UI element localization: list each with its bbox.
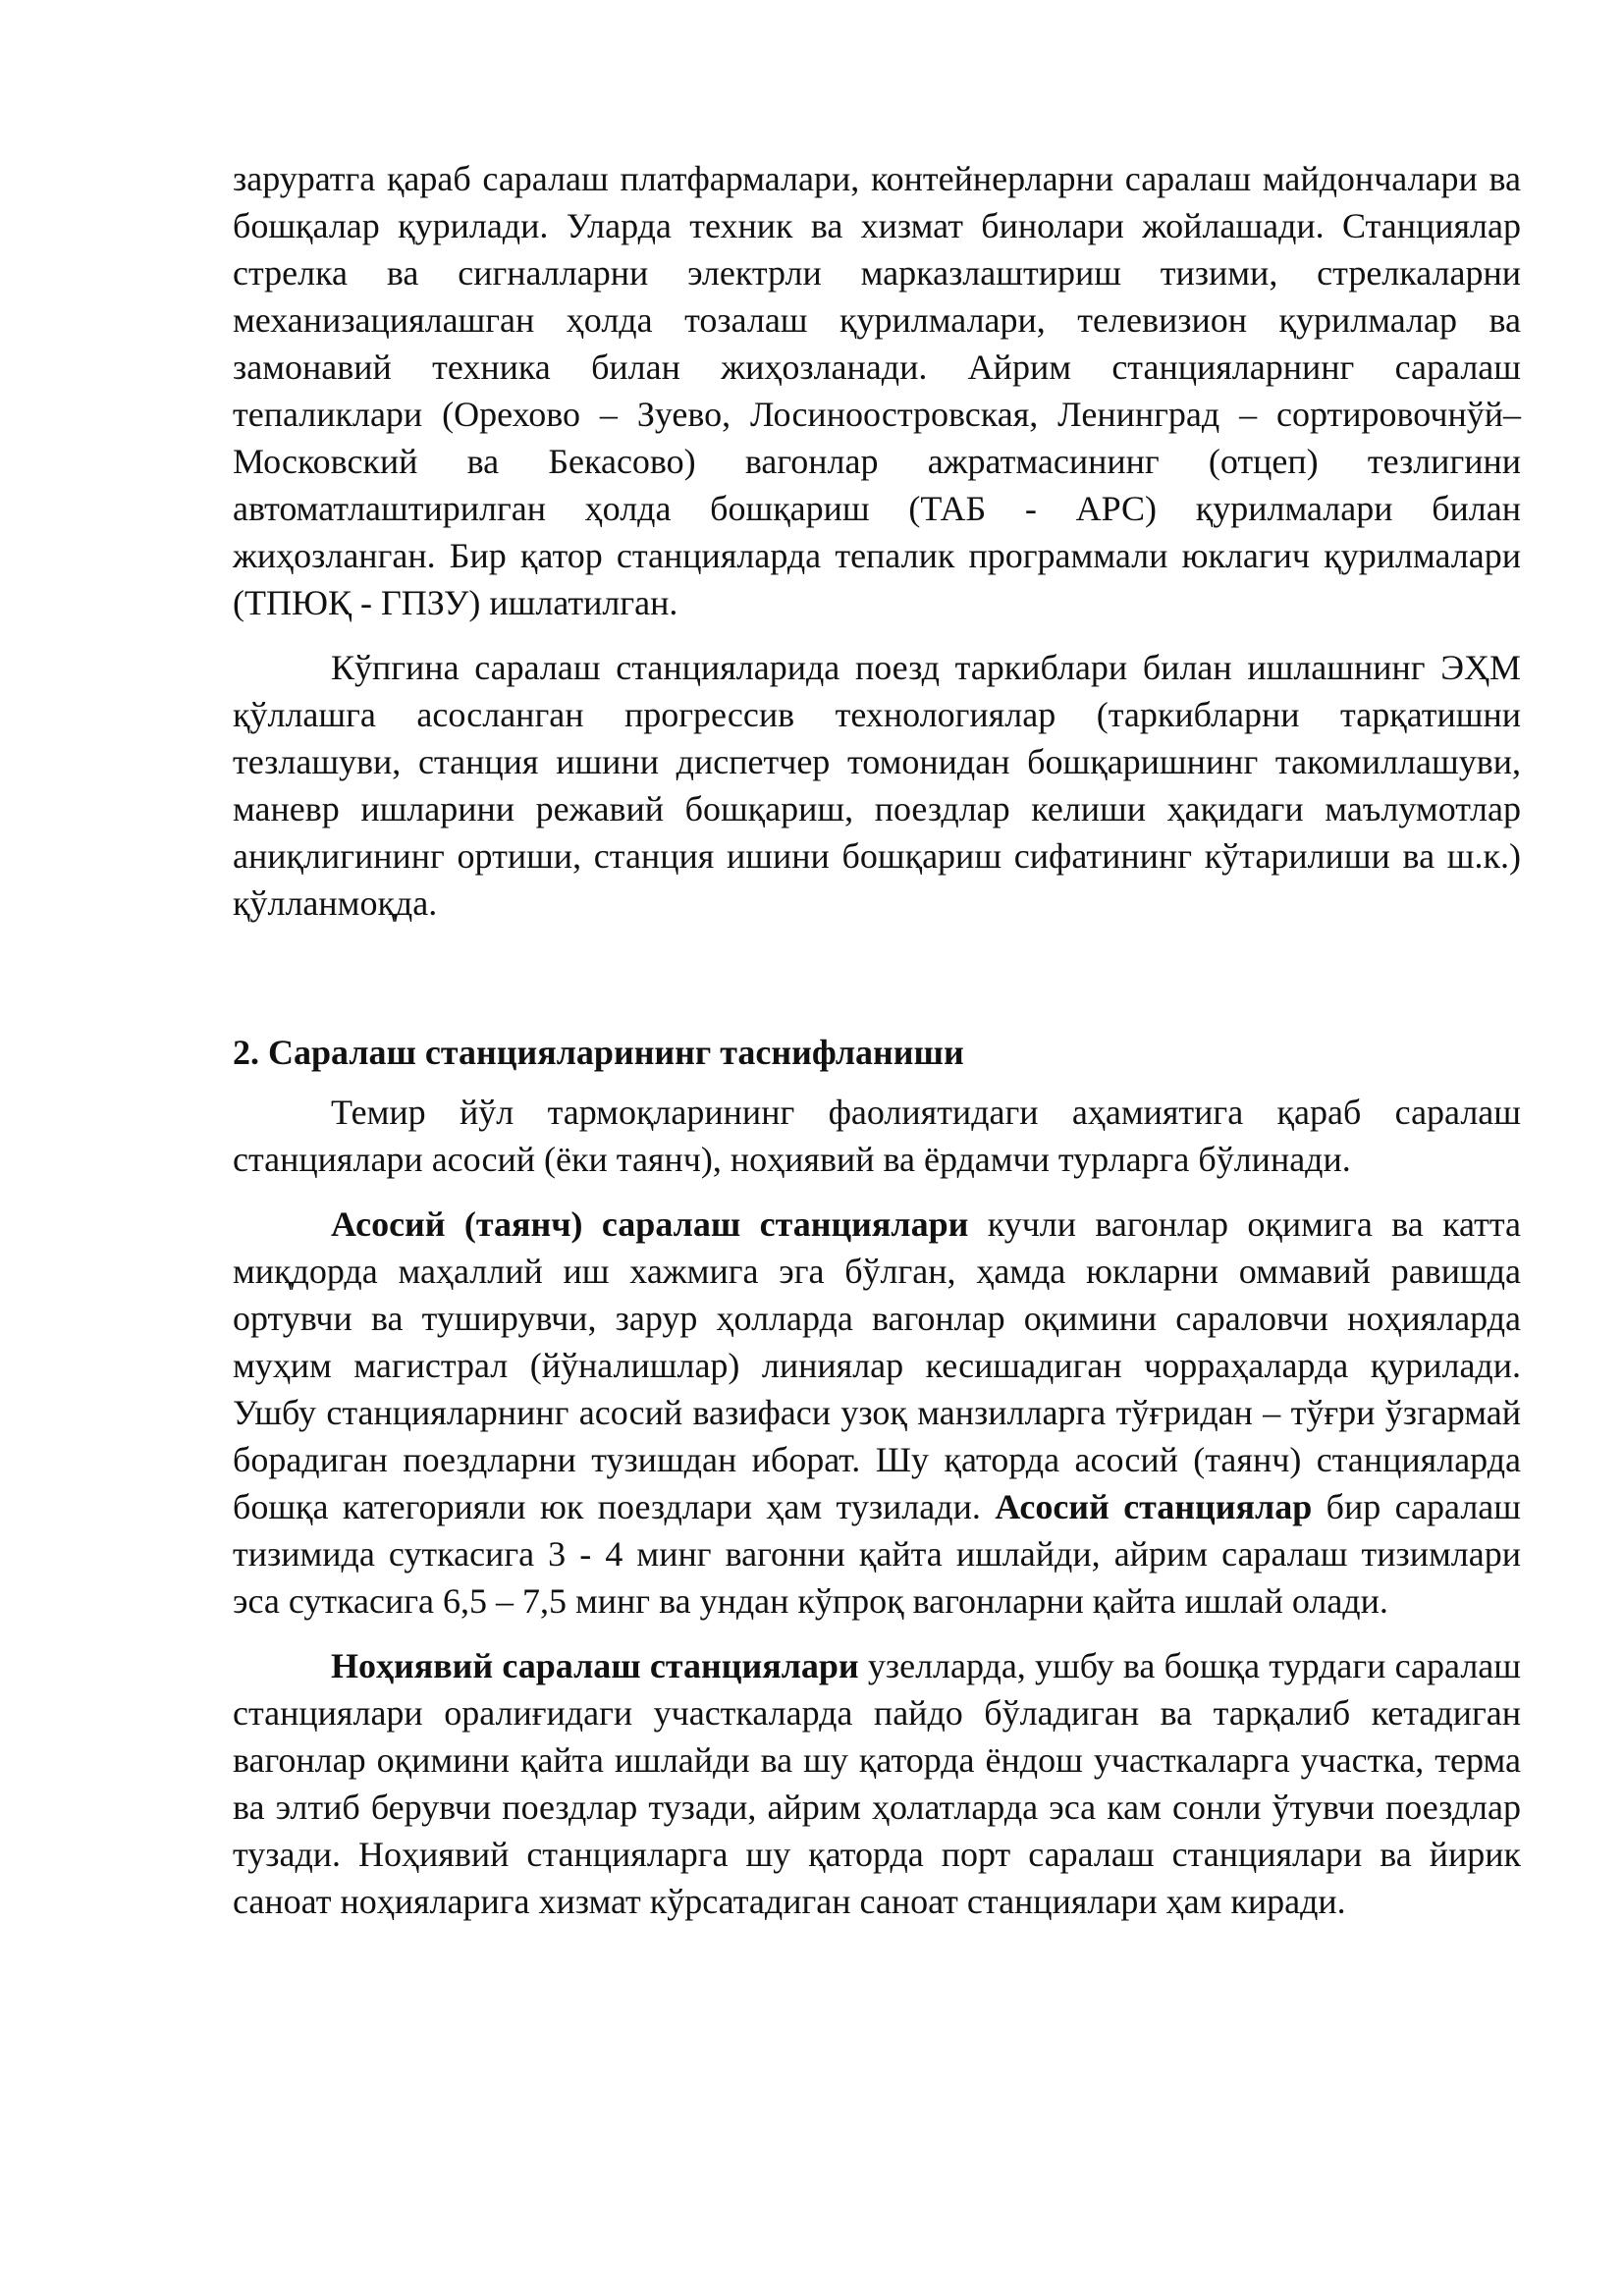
bold-term-main-stations-short: Асосий станциялар xyxy=(995,1487,1313,1526)
paragraph-continuation: заруратга қараб саралаш платфармалари, контейнерларни саралаш майдончалари ва бошқалар қурилади. Уларда техник ва хизмат бинолари жойлашади. Станциялар стрелка ва сигналларни электрли марказлаштириш тизими, стрелкаларни механизациялашган ҳолда тозалаш қурилмалари, телевизион қурилмалар ва замонавий техника билан жиҳозланади. Айрим станцияларнинг саралаш тепаликлари (Орехово – Зуево, Лосиноостровская, Ленинград – сортировочнўй–Московский ва Бекасово) вагонлар ажратмасининг (отцеп) тезлигини автоматлаштирилган ҳолда бошқариш (ТАБ - АРС) қурилмалари билан жиҳозланган. Бир қатор станцияларда тепалик программали юклагич қурилмалари (ТПЮҚ - ГПЗУ) ишлатилган. xyxy=(233,159,1521,622)
paragraph-text: бир саралаш тизимида суткасига 3 - 4 минг вагонни қайта ишлайди, айрим саралаш тизимлари эса суткасига 6,5 – 7,5 минг ва ундан кўпроқ вагонларни қайта ишлай олади. xyxy=(233,1487,1521,1621)
bold-term-regional-stations: Ноҳиявий саралаш станциялари xyxy=(331,1646,859,1685)
paragraph-technologies: Кўпгина саралаш станцияларида поезд таркиблари билан ишлашнинг ЭҲМ қўллашга асосланган прогрессив технологиялар (таркибларни тарқатишни тезлашуви, станция ишини диспетчер томонидан бошқаришнинг такомиллашуви, маневр ишларини режавий бошқариш, поездлар келиши ҳақидаги маълумотлар аниқлигининг ортиши, станция ишини бошқариш сифатининг кўтарилиши ва ш.к.) қўлланмоқда. xyxy=(233,648,1521,923)
document-page xyxy=(233,155,1521,1925)
bold-term-main-stations: Асосий (таянч) саралаш станциялари xyxy=(331,1204,969,1244)
section-heading: 2. Саралаш станцияларининг таснифланиши xyxy=(233,1033,964,1072)
paragraph-text: узелларда, ушбу ва бошқа турдаги саралаш станциялари оралиғидаги участкаларда пайдо бўладиган ва тарқалиб кетадиган вагонлар оқимини қайта ишлайди ва шу қаторда ёндош участкаларга участка, терма ва элтиб берувчи поездлар тузади, айрим ҳолатларда эса кам сонли ўтувчи поездлар тузади. Ноҳиявий станцияларга шу қаторда порт саралаш станциялари ва йирик саноат ноҳияларига хизмат кўрсатадиган саноат станциялари ҳам киради. xyxy=(233,1646,1521,1921)
paragraph-main-stations xyxy=(233,1201,1521,1625)
paragraph-regional-stations xyxy=(233,1642,1521,1925)
paragraph-text: кучли вагонлар оқимига ва катта миқдорда маҳаллий иш хажмига эга бўлган, ҳамда юкларни оммавий равишда ортувчи ва туширувчи, зарур ҳолларда вагонлар оқимини сараловчи ноҳияларда муҳим магистрал (йўналишлар) линиялар кесишадиган чорраҳаларда қурилади. Ушбу станцияларнинг асосий вазифаси узоқ манзилларга тўғридан – тўғри ўзгармай борадиган поездларни тузишдан иборат. Шу қаторда асосий (таянч) станцияларда бошқа категорияли юк поездлари ҳам тузилади. xyxy=(233,1204,1521,1526)
paragraph-classification: Темир йўл тармоқларининг фаолиятидаги аҳамиятига қараб саралаш станциялари асосий (ёки таянч), ноҳиявий ва ёрдамчи турларга бўлинади. xyxy=(233,1093,1521,1179)
